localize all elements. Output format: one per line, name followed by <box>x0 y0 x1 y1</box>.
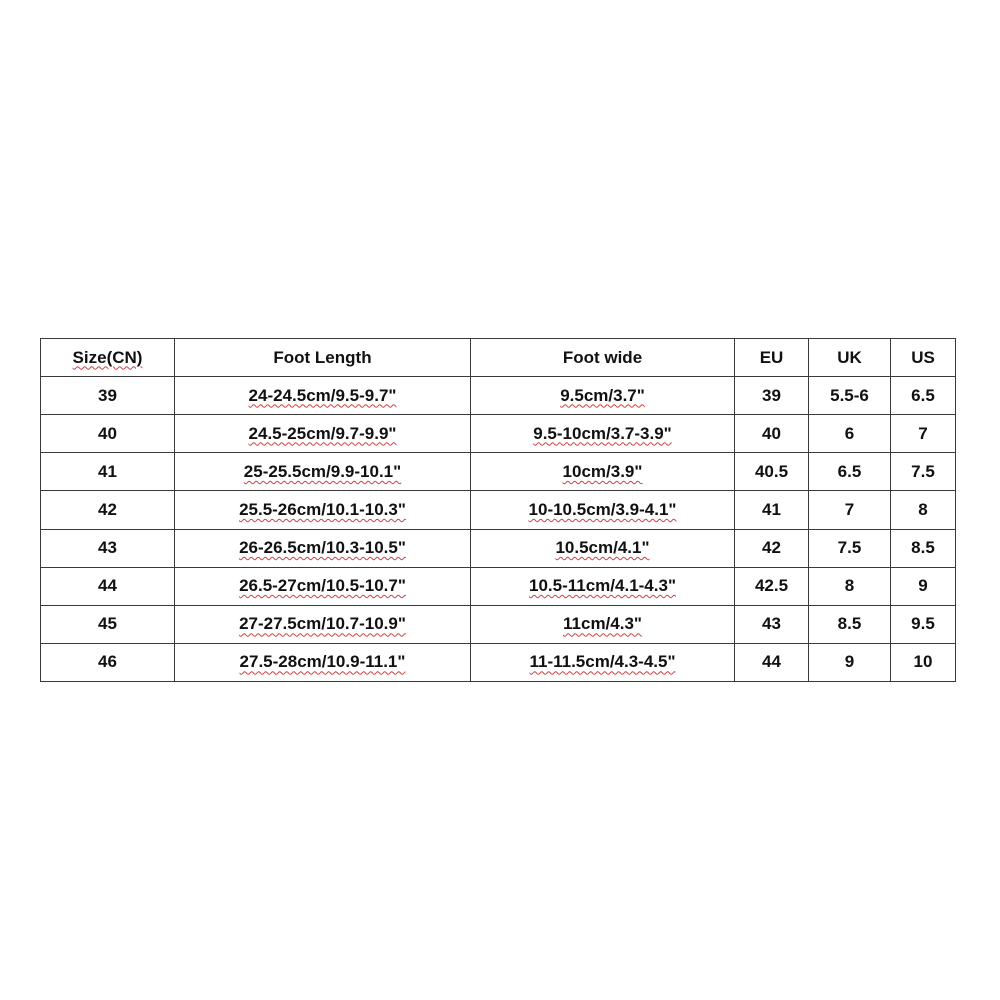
table-row <box>41 605 956 643</box>
size-chart-table <box>40 338 956 682</box>
cell-us: 9.5 <box>891 605 956 643</box>
table-row <box>41 643 956 681</box>
cell-size: 46 <box>41 643 175 681</box>
cell-eu: 43 <box>735 605 809 643</box>
cell-uk: 6 <box>809 415 891 453</box>
cell-uk: 6.5 <box>809 453 891 491</box>
cell-foot-wide: 11-11.5cm/4.3-4.5" <box>471 643 735 681</box>
header-eu: EU <box>735 339 809 377</box>
cell-eu: 41 <box>735 491 809 529</box>
cell-foot-wide: 10.5cm/4.1" <box>471 529 735 567</box>
cell-uk: 5.5-6 <box>809 377 891 415</box>
cell-us: 7.5 <box>891 453 956 491</box>
cell-foot-length: 26.5-27cm/10.5-10.7" <box>175 567 471 605</box>
cell-size: 39 <box>41 377 175 415</box>
cell-us: 8 <box>891 491 956 529</box>
cell-foot-length: 24-24.5cm/9.5-9.7" <box>175 377 471 415</box>
cell-foot-length: 26-26.5cm/10.3-10.5" <box>175 529 471 567</box>
header-foot-length: Foot Length <box>175 339 471 377</box>
cell-uk: 8.5 <box>809 605 891 643</box>
table-row <box>41 529 956 567</box>
cell-size: 44 <box>41 567 175 605</box>
cell-us: 8.5 <box>891 529 956 567</box>
cell-foot-wide: 10cm/3.9" <box>471 453 735 491</box>
cell-us: 10 <box>891 643 956 681</box>
cell-size: 41 <box>41 453 175 491</box>
table-header-row <box>41 339 956 377</box>
cell-foot-wide: 9.5cm/3.7" <box>471 377 735 415</box>
cell-eu: 42 <box>735 529 809 567</box>
header-uk: UK <box>809 339 891 377</box>
cell-eu: 40 <box>735 415 809 453</box>
cell-eu: 42.5 <box>735 567 809 605</box>
cell-foot-length: 27-27.5cm/10.7-10.9" <box>175 605 471 643</box>
cell-size: 40 <box>41 415 175 453</box>
cell-foot-length: 25.5-26cm/10.1-10.3" <box>175 491 471 529</box>
header-size-cn: Size(CN) <box>41 339 175 377</box>
cell-foot-length: 25-25.5cm/9.9-10.1" <box>175 453 471 491</box>
cell-us: 7 <box>891 415 956 453</box>
cell-foot-wide: 11cm/4.3" <box>471 605 735 643</box>
cell-eu: 44 <box>735 643 809 681</box>
cell-uk: 7.5 <box>809 529 891 567</box>
cell-foot-wide: 10-10.5cm/3.9-4.1" <box>471 491 735 529</box>
cell-foot-wide: 9.5-10cm/3.7-3.9" <box>471 415 735 453</box>
table-row <box>41 491 956 529</box>
cell-foot-wide: 10.5-11cm/4.1-4.3" <box>471 567 735 605</box>
cell-foot-length: 27.5-28cm/10.9-11.1" <box>175 643 471 681</box>
table-row <box>41 453 956 491</box>
cell-uk: 8 <box>809 567 891 605</box>
cell-eu: 40.5 <box>735 453 809 491</box>
table-row <box>41 377 956 415</box>
cell-uk: 7 <box>809 491 891 529</box>
cell-eu: 39 <box>735 377 809 415</box>
cell-us: 6.5 <box>891 377 956 415</box>
cell-size: 42 <box>41 491 175 529</box>
header-foot-wide: Foot wide <box>471 339 735 377</box>
cell-foot-length: 24.5-25cm/9.7-9.9" <box>175 415 471 453</box>
cell-uk: 9 <box>809 643 891 681</box>
header-us: US <box>891 339 956 377</box>
table-row <box>41 415 956 453</box>
cell-size: 43 <box>41 529 175 567</box>
table-row <box>41 567 956 605</box>
cell-size: 45 <box>41 605 175 643</box>
cell-us: 9 <box>891 567 956 605</box>
